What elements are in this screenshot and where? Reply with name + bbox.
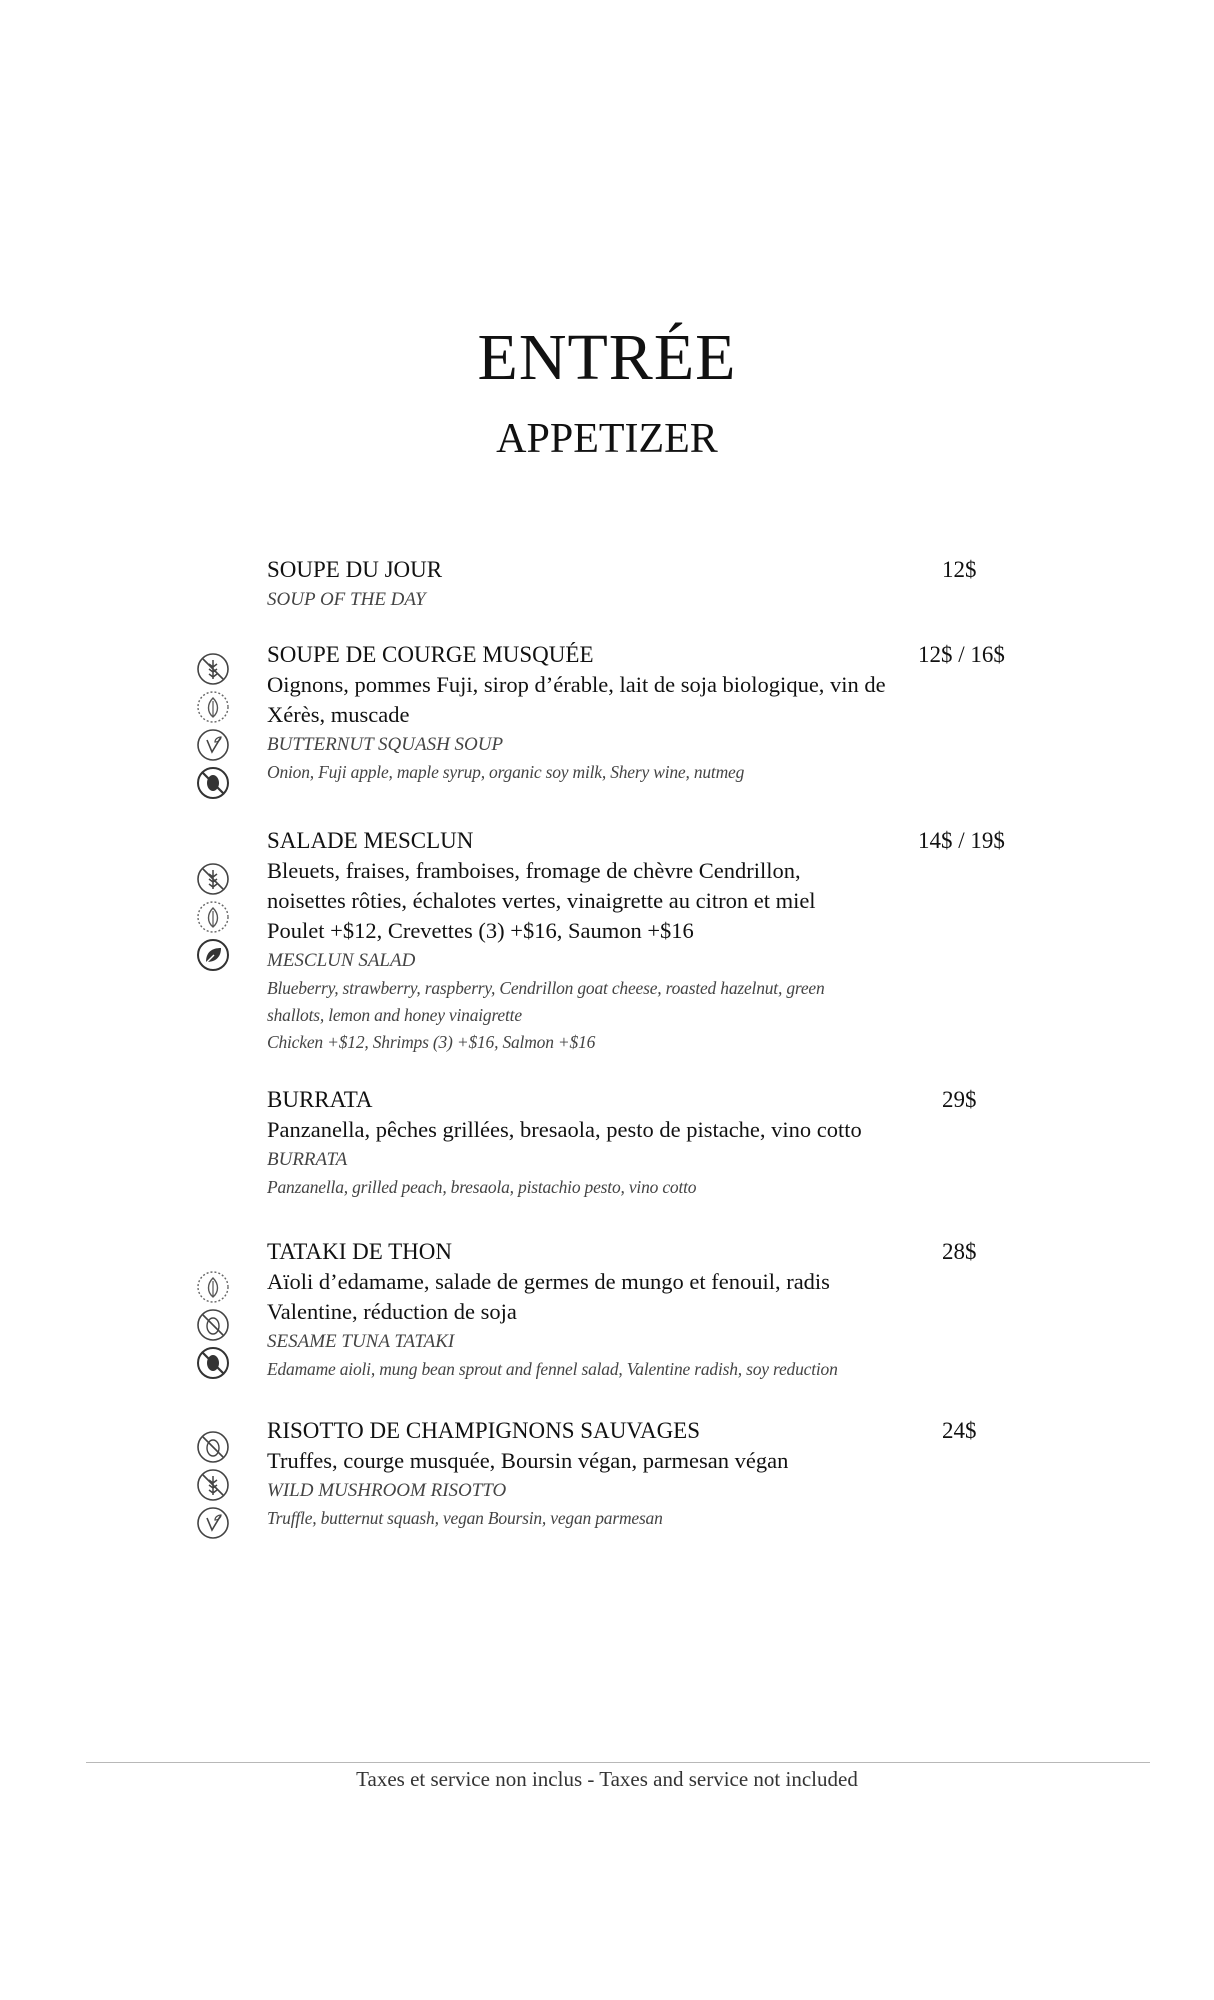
item-desc-en-line: Panzanella, grilled peach, bresaola, pistachio pesto, vino cotto: [267, 1177, 697, 1197]
item-desc-fr-line: noisettes rôties, échalotes vertes, vinaigrette au citron et miel: [267, 888, 816, 913]
page-title: ENTRÉE: [477, 321, 737, 394]
egg-free-icon: [196, 1308, 230, 1342]
item-desc-fr-line: Bleuets, fraises, framboises, fromage de chèvre Cendrillon,: [267, 858, 801, 883]
item-name-fr: RISOTTO DE CHAMPIGNONS SAUVAGES: [267, 1418, 701, 1443]
item-name-fr: BURRATA: [267, 1087, 373, 1112]
vegetarian-icon: [196, 938, 230, 972]
nut-free-icon: [196, 1346, 230, 1380]
item-price: 12$: [942, 557, 977, 582]
item-desc-en-line: Edamame aioli, mung bean sprout and fennel salad, Valentine radish, soy reduction: [267, 1359, 838, 1379]
footer-divider: [86, 1762, 1150, 1763]
item-desc-en-line: Chicken +$12, Shrimps (3) +$16, Salmon +$16: [267, 1032, 596, 1052]
menu-item-soupe-du-jour: [267, 555, 1007, 614]
item-name-fr: SOUPE DE COURGE MUSQUÉE: [267, 642, 594, 667]
menu-item-tataki-de-thon: [267, 1237, 1007, 1383]
item-icons: [196, 1430, 230, 1544]
item-price: 28$: [942, 1239, 977, 1264]
item-name-en: MESCLUN SALAD: [267, 950, 416, 971]
item-icons: [196, 1270, 230, 1384]
vegan-icon: [196, 1506, 230, 1540]
item-desc-fr-line: Valentine, réduction de soja: [267, 1299, 517, 1324]
item-desc-en-line: Blueberry, strawberry, raspberry, Cendrillon goat cheese, roasted hazelnut, green: [267, 978, 825, 998]
item-name-en: BURRATA: [267, 1149, 348, 1170]
footer-note: Taxes et service non inclus - Taxes and service not included: [356, 1767, 858, 1791]
page-subtitle: APPETIZER: [496, 416, 718, 462]
menu-item-salade-mesclun: [267, 826, 1007, 1056]
item-desc-fr-line: Oignons, pommes Fuji, sirop d’érable, lait de soja biologique, vin de: [267, 672, 886, 697]
item-desc-fr-line: Xérès, muscade: [267, 702, 410, 727]
vegan-icon: [196, 728, 230, 762]
gluten-free-icon: [196, 652, 230, 686]
item-name-en: SESAME TUNA TATAKI: [267, 1331, 455, 1352]
item-name-fr: SOUPE DU JOUR: [267, 557, 443, 582]
item-desc-fr-line: Truffes, courge musquée, Boursin végan, parmesan végan: [267, 1448, 789, 1473]
menu-item-burrata: [267, 1085, 1007, 1201]
item-price: 29$: [942, 1087, 977, 1112]
dairy-free-icon: [196, 690, 230, 724]
item-price: 12$ / 16$: [918, 642, 1005, 667]
item-name-fr: TATAKI DE THON: [267, 1239, 452, 1264]
item-desc-en-line: Onion, Fuji apple, maple syrup, organic soy milk, Shery wine, nutmeg: [267, 762, 745, 782]
egg-free-icon: [196, 1430, 230, 1464]
item-icons: [196, 652, 230, 804]
item-desc-en-line: shallots, lemon and honey vinaigrette: [267, 1005, 522, 1025]
item-name-en: BUTTERNUT SQUASH SOUP: [267, 734, 504, 755]
menu-item-risotto: [267, 1416, 1007, 1532]
item-price: 14$ / 19$: [918, 828, 1005, 853]
item-name-en: SOUP OF THE DAY: [267, 589, 426, 610]
item-desc-en-line: Truffle, butternut squash, vegan Boursin, vegan parmesan: [267, 1508, 663, 1528]
item-price: 24$: [942, 1418, 977, 1443]
gluten-free-icon: [196, 862, 230, 896]
dairy-free-icon: [196, 1270, 230, 1304]
gluten-free-icon: [196, 1468, 230, 1502]
item-desc-fr-line: Poulet +$12, Crevettes (3) +$16, Saumon +$16: [267, 918, 694, 943]
item-name-fr: SALADE MESCLUN: [267, 828, 474, 853]
dairy-free-icon: [196, 900, 230, 934]
item-name-en: WILD MUSHROOM RISOTTO: [267, 1480, 507, 1501]
menu-item-soupe-courge: [267, 640, 1007, 786]
nut-free-icon: [196, 766, 230, 800]
item-desc-fr-line: Panzanella, pêches grillées, bresaola, pesto de pistache, vino cotto: [267, 1117, 862, 1142]
item-desc-fr-line: Aïoli d’edamame, salade de germes de mungo et fenouil, radis: [267, 1269, 830, 1294]
item-icons: [196, 862, 230, 976]
